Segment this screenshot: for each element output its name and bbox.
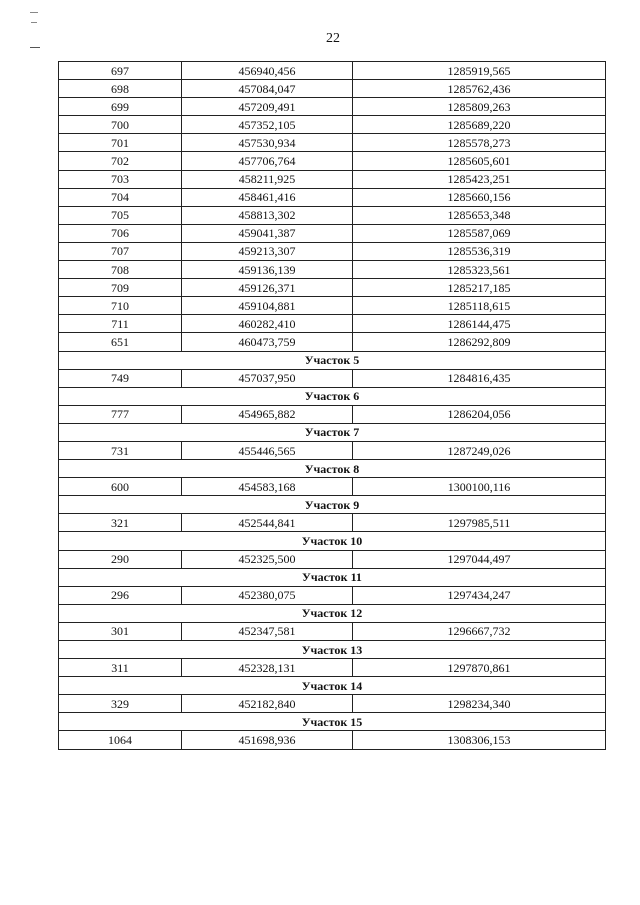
x-coordinate-cell: 457084,047 [182, 80, 353, 98]
point-number-cell: 704 [59, 188, 182, 206]
scan-mark-middle [31, 22, 37, 23]
section-header-row [59, 496, 606, 514]
x-coordinate-cell: 452328,131 [182, 659, 353, 677]
section-title: Участок 14 [59, 677, 606, 695]
y-coordinate-cell: 1285217,185 [353, 279, 606, 297]
x-coordinate-cell: 460282,410 [182, 315, 353, 333]
x-coordinate-cell: 452347,581 [182, 622, 353, 640]
point-number-cell: 321 [59, 514, 182, 532]
table-row [59, 134, 606, 152]
table-row [59, 550, 606, 568]
point-number-cell: 706 [59, 224, 182, 242]
y-coordinate-cell: 1285605,601 [353, 152, 606, 170]
point-number-cell: 703 [59, 170, 182, 188]
point-number-cell: 290 [59, 550, 182, 568]
point-number-cell: 311 [59, 659, 182, 677]
y-coordinate-cell: 1287249,026 [353, 441, 606, 459]
table-row [59, 369, 606, 387]
table-row [59, 279, 606, 297]
section-title: Участок 11 [59, 568, 606, 586]
x-coordinate-cell: 457037,950 [182, 369, 353, 387]
section-header-row [59, 351, 606, 369]
section-title: Участок 7 [59, 423, 606, 441]
table-row [59, 242, 606, 260]
x-coordinate-cell: 454583,168 [182, 478, 353, 496]
table-row [59, 297, 606, 315]
table-row [59, 188, 606, 206]
point-number-cell: 707 [59, 242, 182, 260]
y-coordinate-cell: 1285587,069 [353, 224, 606, 242]
section-title: Участок 13 [59, 641, 606, 659]
point-number-cell: 301 [59, 622, 182, 640]
table-row [59, 695, 606, 713]
y-coordinate-cell: 1297985,511 [353, 514, 606, 532]
y-coordinate-cell: 1285536,319 [353, 242, 606, 260]
table-row [59, 478, 606, 496]
table-row [59, 62, 606, 80]
section-header-row [59, 677, 606, 695]
x-coordinate-cell: 458211,925 [182, 170, 353, 188]
point-number-cell: 329 [59, 695, 182, 713]
point-number-cell: 705 [59, 206, 182, 224]
x-coordinate-cell: 459126,371 [182, 279, 353, 297]
y-coordinate-cell: 1286144,475 [353, 315, 606, 333]
y-coordinate-cell: 1285118,615 [353, 297, 606, 315]
x-coordinate-cell: 458461,416 [182, 188, 353, 206]
table-row [59, 405, 606, 423]
point-number-cell: 698 [59, 80, 182, 98]
coordinates-table-body [59, 62, 606, 750]
x-coordinate-cell: 455446,565 [182, 441, 353, 459]
section-title: Участок 10 [59, 532, 606, 550]
table-row [59, 206, 606, 224]
point-number-cell: 1064 [59, 731, 182, 749]
y-coordinate-cell: 1285919,565 [353, 62, 606, 80]
y-coordinate-cell: 1285809,263 [353, 98, 606, 116]
table-row [59, 514, 606, 532]
page-number: 22 [326, 31, 340, 46]
x-coordinate-cell: 457530,934 [182, 134, 353, 152]
section-title: Участок 6 [59, 387, 606, 405]
x-coordinate-cell: 451698,936 [182, 731, 353, 749]
point-number-cell: 710 [59, 297, 182, 315]
table-row [59, 586, 606, 604]
table-row [59, 261, 606, 279]
table-row [59, 731, 606, 749]
table-row [59, 224, 606, 242]
y-coordinate-cell: 1285689,220 [353, 116, 606, 134]
point-number-cell: 702 [59, 152, 182, 170]
y-coordinate-cell: 1285578,273 [353, 134, 606, 152]
x-coordinate-cell: 454965,882 [182, 405, 353, 423]
point-number-cell: 709 [59, 279, 182, 297]
section-title: Участок 9 [59, 496, 606, 514]
section-title: Участок 15 [59, 713, 606, 731]
table-row [59, 116, 606, 134]
table-row [59, 333, 606, 351]
section-header-row [59, 641, 606, 659]
table-row [59, 441, 606, 459]
section-title: Участок 12 [59, 604, 606, 622]
x-coordinate-cell: 452182,840 [182, 695, 353, 713]
section-header-row [59, 460, 606, 478]
section-header-row [59, 423, 606, 441]
section-header-row [59, 532, 606, 550]
x-coordinate-cell: 457209,491 [182, 98, 353, 116]
table-row [59, 170, 606, 188]
section-header-row [59, 568, 606, 586]
y-coordinate-cell: 1300100,116 [353, 478, 606, 496]
y-coordinate-cell: 1285762,436 [353, 80, 606, 98]
section-title: Участок 8 [59, 460, 606, 478]
y-coordinate-cell: 1285660,156 [353, 188, 606, 206]
y-coordinate-cell: 1284816,435 [353, 369, 606, 387]
x-coordinate-cell: 457352,105 [182, 116, 353, 134]
section-header-row [59, 387, 606, 405]
y-coordinate-cell: 1297044,497 [353, 550, 606, 568]
section-header-row [59, 604, 606, 622]
point-number-cell: 701 [59, 134, 182, 152]
table-row [59, 98, 606, 116]
y-coordinate-cell: 1308306,153 [353, 731, 606, 749]
y-coordinate-cell: 1297434,247 [353, 586, 606, 604]
x-coordinate-cell: 459104,881 [182, 297, 353, 315]
section-title: Участок 5 [59, 351, 606, 369]
point-number-cell: 697 [59, 62, 182, 80]
section-header-row [59, 713, 606, 731]
table-row [59, 152, 606, 170]
point-number-cell: 699 [59, 98, 182, 116]
x-coordinate-cell: 457706,764 [182, 152, 353, 170]
scan-mark-top [30, 12, 38, 13]
x-coordinate-cell: 459136,139 [182, 261, 353, 279]
y-coordinate-cell: 1297870,861 [353, 659, 606, 677]
x-coordinate-cell: 459213,307 [182, 242, 353, 260]
y-coordinate-cell: 1286204,056 [353, 405, 606, 423]
table-row [59, 622, 606, 640]
y-coordinate-cell: 1298234,340 [353, 695, 606, 713]
point-number-cell: 749 [59, 369, 182, 387]
point-number-cell: 731 [59, 441, 182, 459]
x-coordinate-cell: 452325,500 [182, 550, 353, 568]
x-coordinate-cell: 456940,456 [182, 62, 353, 80]
x-coordinate-cell: 452380,075 [182, 586, 353, 604]
x-coordinate-cell: 459041,387 [182, 224, 353, 242]
y-coordinate-cell: 1285653,348 [353, 206, 606, 224]
x-coordinate-cell: 458813,302 [182, 206, 353, 224]
point-number-cell: 296 [59, 586, 182, 604]
point-number-cell: 711 [59, 315, 182, 333]
point-number-cell: 600 [59, 478, 182, 496]
x-coordinate-cell: 460473,759 [182, 333, 353, 351]
coordinates-table [58, 61, 606, 750]
table-row [59, 315, 606, 333]
table-row [59, 659, 606, 677]
y-coordinate-cell: 1285323,561 [353, 261, 606, 279]
table-row [59, 80, 606, 98]
point-number-cell: 651 [59, 333, 182, 351]
point-number-cell: 777 [59, 405, 182, 423]
point-number-cell: 708 [59, 261, 182, 279]
y-coordinate-cell: 1286292,809 [353, 333, 606, 351]
scan-mark-bottom [30, 47, 40, 48]
y-coordinate-cell: 1296667,732 [353, 622, 606, 640]
x-coordinate-cell: 452544,841 [182, 514, 353, 532]
y-coordinate-cell: 1285423,251 [353, 170, 606, 188]
point-number-cell: 700 [59, 116, 182, 134]
